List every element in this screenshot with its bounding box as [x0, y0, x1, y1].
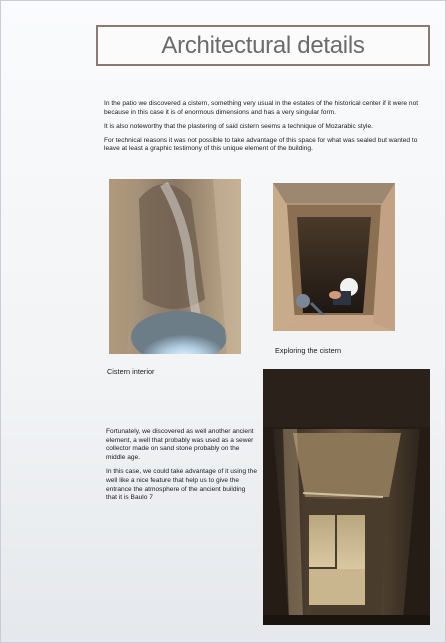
- intro-paragraph-2: It is also noteworthy that the plastering of said cistern seems a technique of Mozarabic style.: [104, 122, 374, 130]
- caption-exploring-cistern: Exploring the cistern: [275, 346, 342, 355]
- caption-cistern-interior: Cistern interior: [107, 367, 155, 376]
- cistern-interior-image: [109, 179, 241, 354]
- well-image: [263, 369, 430, 625]
- intro-paragraph-1: In the patio we discovered a cistern, something very usual in the estates of the historical center if it were not because in this case it is of enormous dimensions and has a very singular form.: [104, 100, 419, 116]
- cistern-interior-photo: [109, 179, 241, 354]
- page-title: Architectural details: [161, 31, 365, 59]
- well-paragraph-1: Fortunately, we discovered as well another ancient element, a well that probably was used as a sewer collector made on sand stone probably on the middle age.: [106, 428, 254, 461]
- title-box: [96, 25, 430, 66]
- exploring-cistern-image: [273, 183, 395, 331]
- intro-paragraph-3: For technical reasons it was not possible to take advantage of this space for what was sealed but wanted to leave at least a graphic testimony of this unique element of the building.: [104, 136, 418, 153]
- well-text: [106, 428, 258, 509]
- well-photo: [263, 369, 430, 625]
- exploring-cistern-photo: [273, 183, 395, 331]
- well-paragraph-2: In this case, we could take advantage of it using the well like a nice feature that help us to give the entrance the atmosphere of the ancient building that it is Baulo 7: [106, 468, 258, 502]
- intro-text: [104, 100, 429, 159]
